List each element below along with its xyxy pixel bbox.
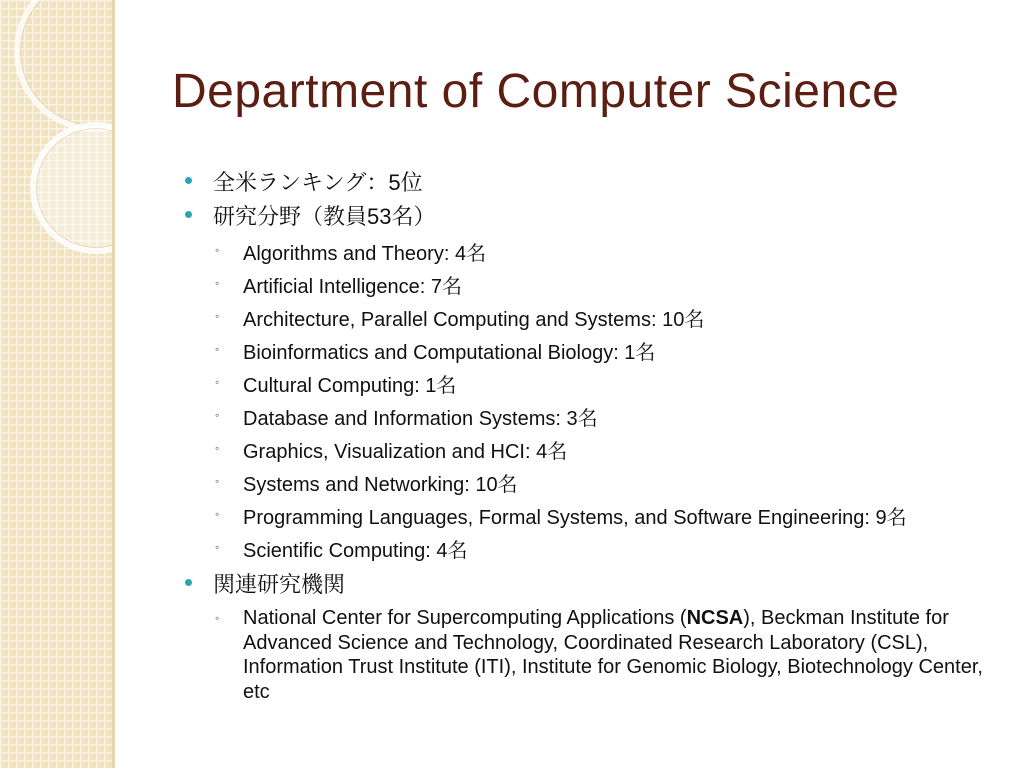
area-item: Database and Information Systems: 3名 — [243, 408, 598, 430]
sub-bullet-icon: ◦ — [215, 540, 220, 554]
area-item: Systems and Networking: 10名 — [243, 474, 518, 496]
sub-bullet-icon: ◦ — [215, 342, 220, 356]
institutes-text — [243, 606, 983, 704]
sub-bullet-icon: ◦ — [215, 276, 220, 290]
institutes-text-before: National Center for Supercomputing Applications ( — [243, 607, 687, 629]
area-item: Scientific Computing: 4名 — [243, 540, 468, 562]
bullet-ranking: 全米ランキング：5位 — [213, 170, 423, 195]
area-item: Artificial Intelligence: 7名 — [243, 276, 462, 298]
area-item: Programming Languages, Formal Systems, and Software Engineering: 9名 — [243, 507, 907, 529]
sub-bullet-icon: ◦ — [215, 441, 220, 455]
bullet-dot-icon — [185, 211, 192, 218]
area-item: Graphics, Visualization and HCI: 4名 — [243, 441, 568, 463]
institutes-text-after: ), Beckman Institute for Advanced Science and Technology, Coordinated Research Laboratory (CSL), Information Trust Institute (ITI), Institute for Genomic Biology, Biotechnology Center, etc — [243, 607, 983, 703]
sub-bullet-icon: ◦ — [215, 474, 220, 488]
area-item: Bioinformatics and Computational Biology: 1名 — [243, 342, 656, 364]
area-item: Architecture, Parallel Computing and Systems: 10名 — [243, 309, 705, 331]
bullet-dot-icon — [185, 579, 192, 586]
bullet-research-areas: 研究分野（教員53名） — [213, 204, 436, 229]
area-item: Cultural Computing: 1名 — [243, 375, 457, 397]
sub-bullet-icon: ◦ — [215, 611, 220, 625]
bullet-related-institutes: 関連研究機関 — [213, 572, 346, 597]
sub-bullet-icon: ◦ — [215, 507, 220, 521]
ncsa-abbreviation: NCSA — [686, 607, 744, 629]
sub-bullet-icon: ◦ — [215, 408, 220, 422]
bullet-dot-icon — [185, 177, 192, 184]
slide-title: Department of Computer Science — [172, 65, 900, 118]
sub-bullet-icon: ◦ — [215, 375, 220, 389]
area-item: Algorithms and Theory: 4名 — [243, 243, 487, 265]
sub-bullet-icon: ◦ — [215, 309, 220, 323]
sub-bullet-icon: ◦ — [215, 243, 220, 257]
